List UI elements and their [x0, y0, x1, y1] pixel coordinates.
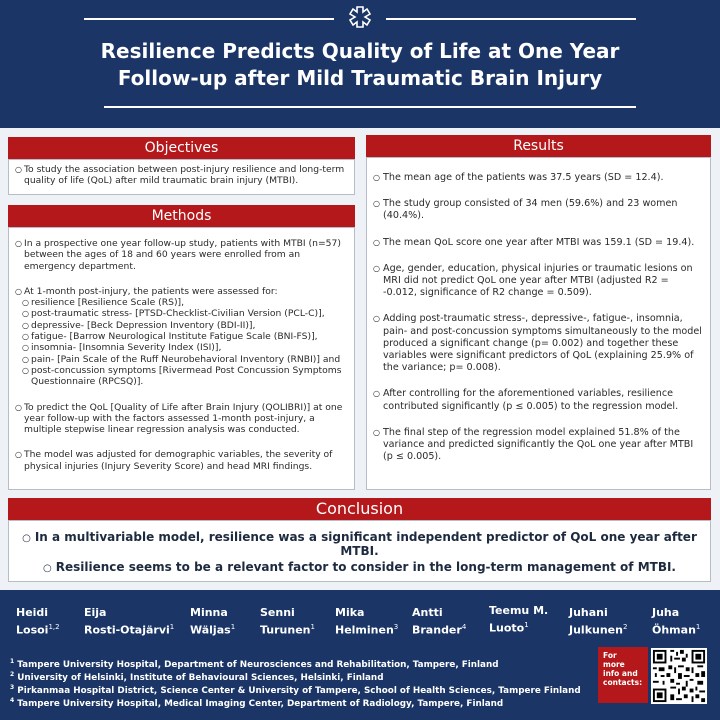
contact-text: contacts:: [603, 678, 643, 687]
bullet-icon: ○: [15, 165, 22, 174]
conclusion-heading: Conclusion: [8, 498, 711, 520]
objectives-heading: Objectives: [8, 137, 355, 159]
author-last-name: Wäljas$^1$: [190, 623, 236, 637]
author-first-name: Teemu M.: [489, 604, 549, 617]
methods-sub-item: [22, 308, 348, 319]
author-last-name: Öhman$^1$: [652, 623, 701, 637]
affiliation: $^1$ Tampere University Hospital, Department of Neurosciences and Rehabilitation, Tampere, Finland: [10, 658, 499, 670]
result-item: [373, 237, 704, 249]
author: [652, 605, 700, 638]
methods-item-text: To predict the QoL [Quality of Life after Brain Injury (QOLIBRI)] at one year follow-up with the factors assessed 1-month post-injury, a multiple stepwise linear regression analysis was conducted.: [24, 401, 343, 436]
bullet-icon: ○: [22, 320, 29, 330]
result-text: The study group consisted of 34 men (59.6%) and 23 women (40.4%).: [383, 198, 678, 222]
author: [84, 605, 174, 638]
methods-sub-item: [22, 354, 348, 365]
bullet-icon: ○: [22, 332, 29, 342]
result-item: [373, 427, 704, 464]
methods-sub-item: [22, 331, 348, 342]
author: [16, 605, 60, 638]
result-item: [373, 313, 704, 374]
results-heading: Results: [366, 135, 711, 157]
contact-text: more: [603, 660, 625, 669]
affiliation: $^2$ University of Helsinki, Institute of Behavioural Sciences, Helsinki, Finland: [10, 671, 384, 683]
bullet-icon: ○: [15, 450, 22, 460]
methods-sub-item: [22, 297, 348, 308]
author: [412, 605, 466, 638]
methods-box: [8, 227, 355, 490]
author-first-name: Mika: [335, 606, 365, 619]
result-item: [373, 388, 704, 412]
poster-footer: [0, 590, 720, 720]
author-first-name: Juhani: [569, 606, 608, 619]
snowflake-cross-icon: [346, 4, 374, 32]
bullet-icon: ○: [15, 402, 22, 412]
author: [489, 603, 548, 636]
methods-sub-text: fatigue- [Barrow Neurological Institute Fatigue Scale (BNI-FS)],: [31, 331, 318, 343]
methods-sub-item: [22, 365, 348, 388]
header-rule-bottom: [104, 106, 636, 108]
result-text: The mean QoL score one year after MTBI was 159.1 (SD = 19.4).: [383, 236, 695, 248]
author-last-name: Losoi$^{1,2}$: [16, 623, 60, 637]
bullet-icon: ○: [22, 298, 29, 308]
poster-title: [0, 38, 720, 92]
methods-item: [15, 402, 348, 436]
objective-text: To study the association between post-injury resilience and long-term quality of life (QoL) after mild traumatic brain injury (MTBI).: [24, 164, 345, 187]
result-item: [373, 172, 704, 184]
result-text: Adding post-traumatic stress-, depressive-, fatigue-, insomnia, pain- and post-concussion symptoms simultaneously to the model produced a significant change (p= 0.002) and together these variables were significant predictors of QoL (explaining 25.9% of the variance; p= 0.008).: [383, 313, 702, 374]
author-first-name: Antti: [412, 606, 443, 619]
methods-item: [15, 286, 348, 297]
methods-item-text: At 1-month post-injury, the patients were assessed for:: [24, 285, 278, 297]
affiliation: $^4$ Tampere University Hospital, Medical Imaging Center, Department of Radiology, Tampere, Finland: [10, 697, 504, 709]
bullet-icon: ○: [22, 343, 29, 353]
methods-heading: Methods: [8, 205, 355, 227]
methods-item: [15, 449, 348, 472]
objective-item: [15, 164, 348, 187]
author: [260, 605, 315, 638]
author-first-name: Heidi: [16, 606, 49, 619]
header-rule-top-left: [84, 18, 334, 20]
title-line-2: Follow-up after Mild Traumatic Brain Injury: [117, 66, 603, 90]
contact-text: info and: [603, 669, 638, 678]
author: [190, 605, 235, 638]
result-item: [373, 263, 704, 300]
bullet-icon: ○: [373, 427, 380, 437]
author-last-name: Turunen$^1$: [260, 623, 315, 637]
author-first-name: Minna: [190, 606, 228, 619]
bullet-icon: ○: [373, 173, 380, 182]
bullet-icon: ○: [15, 239, 22, 248]
conclusion-text: In a multivariable model, resilience was a significant independent predictor of QoL one year after MTBI.: [34, 530, 697, 558]
author: [335, 605, 398, 638]
bullet-icon: ○: [15, 286, 22, 296]
author-last-name: Julkunen$^2$: [569, 623, 628, 637]
author-first-name: Senni: [260, 606, 295, 619]
methods-sub-text: depressive- [Beck Depression Inventory (BDI-II)],: [31, 319, 256, 331]
methods-sub-text: post-concussion symptoms [Rivermead Post Concussion Symptoms Questionnaire (RPCSQ)].: [31, 364, 342, 388]
conclusion-line-1: [9, 530, 710, 558]
methods-sub-text: resilience [Resilience Scale (RS)],: [31, 297, 185, 309]
author-first-name: Eija: [84, 606, 107, 619]
bullet-icon: ○: [373, 199, 380, 209]
author-last-name: Brander$^4$: [412, 623, 467, 637]
bullet-icon: ○: [373, 389, 380, 399]
conclusion-text: Resilience seems to be a relevant factor to consider in the long-term management of MTBI.: [55, 560, 676, 574]
methods-sub-text: post-traumatic stress- [PTSD-Checklist-Civilian Version (PCL-C)],: [31, 308, 325, 320]
methods-sub-text: insomnia- [Insomnia Severity Index (ISI)],: [31, 342, 222, 354]
methods-item: [15, 238, 348, 272]
bullet-icon: ○: [373, 237, 380, 247]
bullet-icon: ○: [42, 563, 52, 574]
results-box: [366, 157, 711, 490]
methods-sub-item: [22, 342, 348, 353]
bullet-icon: ○: [22, 533, 31, 544]
contact-text: For: [603, 651, 617, 660]
bullet-icon: ○: [22, 309, 29, 319]
header-rule-top-right: [386, 18, 636, 20]
bullet-icon: ○: [22, 365, 29, 375]
conclusion-line-2: [9, 560, 710, 574]
result-text: After controlling for the aforementioned variables, resilience contributed significantly (p ≤ 0.005) to the regression model.: [383, 388, 679, 412]
methods-sub-text: pain- [Pain Scale of the Ruff Neurobehavioral Inventory (RNBI)] and: [31, 353, 341, 365]
methods-sub-item: [22, 320, 348, 331]
bullet-icon: ○: [373, 263, 380, 273]
author-last-name: Rosti-Otajärvi$^1$: [84, 623, 175, 637]
objectives-box: [8, 159, 355, 195]
qr-code-icon[interactable]: [651, 648, 707, 704]
bullet-icon: ○: [22, 354, 29, 364]
methods-item-text: The model was adjusted for demographic variables, the severity of physical injuries (Injury Severity Score) and head MRI findings.: [24, 449, 333, 472]
poster-header: [0, 0, 720, 128]
result-text: Age, gender, education, physical injuries or traumatic lesions on MRI did not predict QoL one year after MTBI (adjusted R2 = -0.012, significance of R2 change = 0.509).: [383, 262, 693, 299]
author-last-name: Helminen$^3$: [335, 623, 399, 637]
result-text: The mean age of the patients was 37.5 years (SD = 12.4).: [383, 172, 664, 183]
title-line-1: Resilience Predicts Quality of Life at One Year: [100, 39, 620, 63]
result-text: The final step of the regression model explained 51.8% of the variance and predicted significantly the QoL one year after MTBI (p ≤ 0.005).: [383, 426, 694, 463]
result-item: [373, 198, 704, 222]
conclusion-box: [8, 520, 711, 582]
author-last-name: Luoto$^1$: [489, 621, 529, 635]
author-first-name: Juha: [652, 606, 680, 619]
methods-item-text: In a prospective one year follow-up study, patients with MTBI (n=57) between the ages of 18 and 60 years were enrolled from an emergency department.: [24, 238, 341, 272]
author: [569, 605, 627, 638]
affiliation: $^3$ Pirkanmaa Hospital District, Science Center & University of Tampere, School of Health Sciences, Tampere Finland: [10, 684, 581, 696]
bullet-icon: ○: [373, 314, 380, 324]
contact-box: [598, 647, 648, 703]
